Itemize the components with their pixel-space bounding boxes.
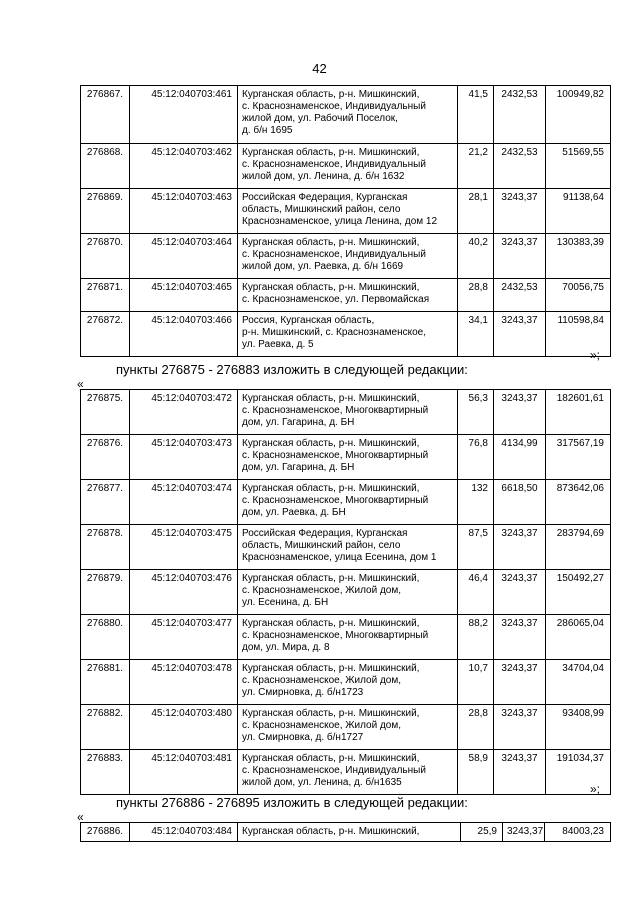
cadastral-price-cell: 3243,37 [494,750,546,795]
address-cell [238,189,458,234]
address-line: область, Мишкинский район, село [242,204,401,215]
cadastral-number-cell: 45:12:040703:475 [130,525,238,570]
row-number-cell: 276886. [81,823,130,842]
address-cell [238,705,458,750]
cadastral-price-cell: 3243,37 [494,390,546,435]
row-number-cell: 276883. [81,750,130,795]
cadastral-price-cell: 4134,99 [494,435,546,480]
table-row [81,480,611,525]
address-line: область, Мишкинский район, село [242,540,401,551]
table-row [81,435,611,480]
area-cell: 34,1 [458,312,494,357]
register-table [80,389,611,795]
cadastral-value-cell: 100949,82 [546,86,611,144]
address-cell [238,480,458,525]
cadastral-number-cell: 45:12:040703:480 [130,705,238,750]
cadastral-number-cell: 45:12:040703:461 [130,86,238,144]
address-line: с. Краснознаменское, Многоквартирный [242,405,429,416]
area-cell: 76,8 [458,435,494,480]
cadastral-price-cell: 3243,37 [494,660,546,705]
table-row [81,660,611,705]
cadastral-price-cell: 2432,53 [494,279,546,312]
address-line: Россия, Курганская область, [242,315,375,326]
cadastral-price-cell: 3243,37 [494,570,546,615]
area-cell: 58,9 [458,750,494,795]
table-row [81,189,611,234]
address-line: с. Краснознаменское, Многоквартирный [242,630,429,641]
cadastral-price-cell: 6618,50 [494,480,546,525]
cadastral-number-cell: 45:12:040703:476 [130,570,238,615]
area-cell: 56,3 [458,390,494,435]
cadastral-value-cell: 317567,19 [546,435,611,480]
address-line: Российская Федерация, Курганская [242,192,408,203]
address-line: Курганская область, р-н. Мишкинский, [242,282,420,293]
address-line: с. Краснознаменское, Индивидуальный [242,101,426,112]
address-line: с. Краснознаменское, Жилой дом, [242,675,402,686]
cadastral-value-cell: 182601,61 [546,390,611,435]
address-line: с. Краснознаменское, Многоквартирный [242,450,429,461]
row-number-cell: 276870. [81,234,130,279]
address-cell [238,279,458,312]
area-cell: 28,8 [458,705,494,750]
row-number-cell: 276878. [81,525,130,570]
cadastral-number-cell: 45:12:040703:477 [130,615,238,660]
cadastral-price-cell: 3243,37 [494,234,546,279]
cadastral-value-cell: 91138,64 [546,189,611,234]
address-line: Курганская область, р-н. Мишкинский, [242,438,420,449]
opening-quote: « [77,377,84,391]
page-number: 42 [312,61,327,76]
address-line: с. Краснознаменское, Индивидуальный [242,249,426,260]
table-row [81,705,611,750]
cadastral-price-cell: 2432,53 [494,144,546,189]
table-row [81,144,611,189]
row-number-cell: 276879. [81,570,130,615]
address-line: Курганская область, р-н. Мишкинский, [242,237,420,248]
cadastral-number-cell: 45:12:040703:478 [130,660,238,705]
cadastral-value-cell: 286065,04 [546,615,611,660]
address-cell [238,660,458,705]
register-table [80,85,611,357]
area-cell: 21,2 [458,144,494,189]
cadastral-value-cell: 283794,69 [546,525,611,570]
address-line: дом, ул. Мира, д. 8 [242,642,330,653]
address-cell [238,615,458,660]
area-cell: 28,1 [458,189,494,234]
closing-quote: »; [590,348,601,362]
area-cell: 88,2 [458,615,494,660]
address-line: Российская Федерация, Курганская [242,528,408,539]
cadastral-number-cell: 45:12:040703:465 [130,279,238,312]
cadastral-number-cell: 45:12:040703:484 [130,823,238,842]
area-cell: 132 [458,480,494,525]
address-line: Курганская область, р-н. Мишкинский, [242,618,420,629]
cadastral-number-cell: 45:12:040703:472 [130,390,238,435]
table-row [81,279,611,312]
row-number-cell: 276881. [81,660,130,705]
address-line: Курганская область, р-н. Мишкинский, [242,573,420,584]
address-cell [238,234,458,279]
row-number-cell: 276875. [81,390,130,435]
row-number-cell: 276867. [81,86,130,144]
cadastral-value-cell: 70056,75 [546,279,611,312]
area-cell: 41,5 [458,86,494,144]
address-line: жилой дом, ул. Ленина, д. б/н 1632 [242,171,405,182]
address-cell [238,435,458,480]
table-body [81,823,611,842]
address-cell [238,570,458,615]
cadastral-value-cell: 873642,06 [546,480,611,525]
address-line: дом, ул. Раевка, д. БН [242,507,346,518]
address-line: с. Краснознаменское, Жилой дом, [242,585,402,596]
register-table [80,822,611,842]
address-line: ул. Есенина, д. БН [242,597,329,608]
address-line: ул. Смирновка, д. б/н1723 [242,687,364,698]
address-cell [238,750,458,795]
address-line: Краснознаменское, улица Есенина, дом 1 [242,552,437,563]
row-number-cell: 276869. [81,189,130,234]
opening-quote: « [77,810,84,824]
address-line: Курганская область, р-н. Мишкинский, [242,708,420,719]
address-line: жилой дом, ул. Раевка, д. б/н 1669 [242,261,404,272]
area-cell: 46,4 [458,570,494,615]
table-row [81,750,611,795]
row-number-cell: 276872. [81,312,130,357]
cadastral-price-cell: 3243,37 [494,705,546,750]
table-row [81,525,611,570]
address-line: с. Краснознаменское, Индивидуальный [242,765,426,776]
address-line: ул. Смирновка, д. б/н1727 [242,732,364,743]
cadastral-price-cell: 3243,37 [494,525,546,570]
row-number-cell: 276871. [81,279,130,312]
row-number-cell: 276877. [81,480,130,525]
address-cell [238,144,458,189]
row-number-cell: 276868. [81,144,130,189]
cadastral-number-cell: 45:12:040703:463 [130,189,238,234]
address-line: ул. Раевка, д. 5 [242,339,314,350]
address-cell [238,86,458,144]
cadastral-number-cell: 45:12:040703:464 [130,234,238,279]
address-line: р-н. Мишкинский, с. Краснознаменское, [242,327,426,338]
area-cell: 40,2 [458,234,494,279]
cadastral-value-cell: 34704,04 [546,660,611,705]
address-line: Краснознаменское, улица Ленина, дом 12 [242,216,438,227]
table-row [81,234,611,279]
address-line: Курганская область, р-н. Мишкинский, [242,826,420,837]
address-cell [238,525,458,570]
cadastral-price-cell: 3243,37 [494,189,546,234]
closing-quote: »; [590,782,601,796]
area-cell: 10,7 [458,660,494,705]
table-body [81,390,611,795]
address-line: Курганская область, р-н. Мишкинский, [242,753,420,764]
address-line: Курганская область, р-н. Мишкинский, [242,483,420,494]
address-line: Курганская область, р-н. Мишкинский, [242,89,420,100]
table-row [81,615,611,660]
cadastral-number-cell: 45:12:040703:466 [130,312,238,357]
address-line: с. Краснознаменское, ул. Первомайская [242,294,430,305]
cadastral-number-cell: 45:12:040703:473 [130,435,238,480]
address-cell [238,823,461,842]
cadastral-number-cell: 45:12:040703:462 [130,144,238,189]
table-row [81,570,611,615]
cadastral-value-cell: 51569,55 [546,144,611,189]
cadastral-value-cell: 93408,99 [546,705,611,750]
cadastral-price-cell: 3243,37 [494,615,546,660]
cadastral-price-cell: 3243,37 [503,823,545,842]
cadastral-number-cell: 45:12:040703:481 [130,750,238,795]
cadastral-value-cell: 130383,39 [546,234,611,279]
address-line: жилой дом, ул. Ленина, д. б/н1635 [242,777,402,788]
address-line: с. Краснознаменское, Жилой дом, [242,720,402,731]
cadastral-price-cell: 3243,37 [494,312,546,357]
address-line: с. Краснознаменское, Индивидуальный [242,159,426,170]
row-number-cell: 276880. [81,615,130,660]
address-line: Курганская область, р-н. Мишкинский, [242,147,420,158]
address-line: Курганская область, р-н. Мишкинский, [242,393,420,404]
row-number-cell: 276876. [81,435,130,480]
cadastral-value-cell: 191034,37 [546,750,611,795]
address-line: жилой дом, ул. Рабочий Поселок, [242,113,398,124]
table-row [81,823,611,842]
table-row [81,312,611,357]
amendment-instruction: пункты 276875 - 276883 изложить в следующей редакции: [116,362,468,377]
address-line: дом, ул. Гагарина, д. БН [242,417,355,428]
amendment-instruction: пункты 276886 - 276895 изложить в следующей редакции: [116,795,468,810]
address-line: Курганская область, р-н. Мишкинский, [242,663,420,674]
cadastral-value-cell: 110598,84 [546,312,611,357]
table-row [81,86,611,144]
area-cell: 28,8 [458,279,494,312]
address-cell [238,312,458,357]
cadastral-price-cell: 2432,53 [494,86,546,144]
address-line: с. Краснознаменское, Многоквартирный [242,495,429,506]
table-row [81,390,611,435]
row-number-cell: 276882. [81,705,130,750]
cadastral-value-cell: 84003,23 [545,823,611,842]
cadastral-value-cell: 150492,27 [546,570,611,615]
table-body [81,86,611,357]
area-cell: 25,9 [461,823,503,842]
address-line: д. б/н 1695 [242,125,293,136]
address-cell [238,390,458,435]
address-line: дом, ул. Гагарина, д. БН [242,462,355,473]
cadastral-number-cell: 45:12:040703:474 [130,480,238,525]
area-cell: 87,5 [458,525,494,570]
